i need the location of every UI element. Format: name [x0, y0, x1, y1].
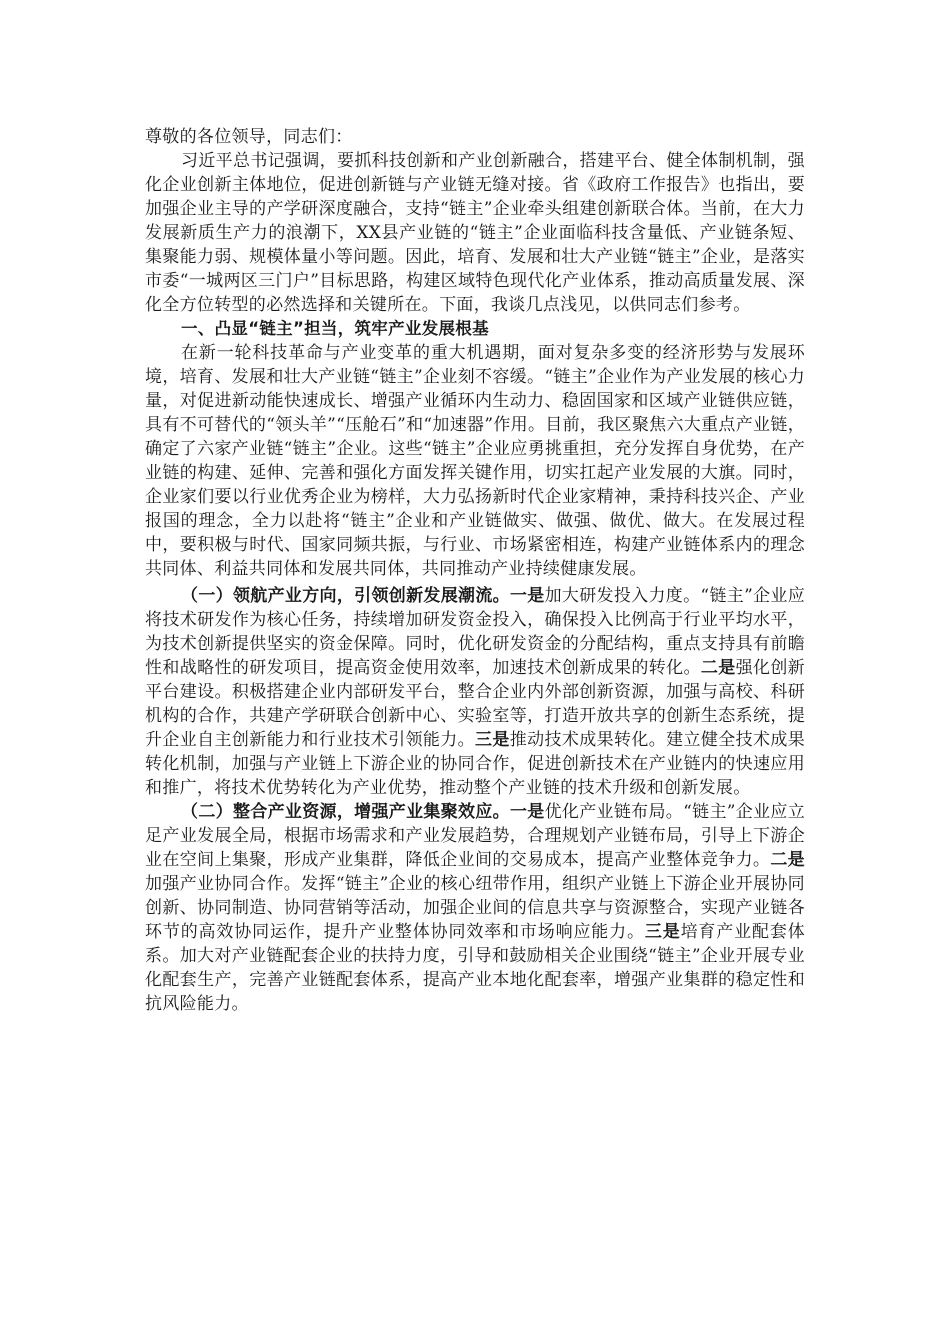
subsection-2-paragraph [145, 800, 805, 1016]
section-1-body: 在新一轮科技革命与产业变革的重大机遇期，面对复杂多变的经济形势与发展环境，培育、发展和壮大产业链“链主”企业刻不容缓。“链主”企业作为产业发展的核心力量，对促进新动能快速成长、增强产业循环内生动力、稳固国家和区域产业链供应链，具有不可替代的“领头羊”“压舱石”和“加速器”作用。目前，我区聚焦六大重点产业链，确定了六家产业链“链主”企业。这些“链主”企业应勇挑重担，充分发挥自身优势，在产业链的构建、延伸、完善和强化方面发挥关键作用，切实扛起产业发展的大旗。同时，企业家们要以行业优秀企业为榜样，大力弘扬新时代企业家精神，秉持科技兴企、产业报国的理念，全力以赴将“链主”企业和产业链做实、做强、做优、做大。在发展过程中，要积极与时代、国家同频共振，与行业、市场紧密相连，构建产业链体系内的理念共同体、利益共同体和发展共同体，共同推动产业持续健康发展。 [145, 343, 805, 579]
point-marker: 一是 [509, 586, 545, 606]
point-marker: 二是 [770, 850, 805, 870]
point-text: 加大研发投入力度。“链主”企业应将技术研发作为核心任务，持续增加研发资金投入，确保投入比例高于行业平均水平，为技术创新提供坚实的资金保障。同时，优化研发资金的分配结构，重点支持具有前瞻性和战略性的研发项目，提高资金使用效率，加速技术创新成果的转化。 [145, 586, 805, 678]
point-text: 优化产业链布局。“链主”企业应立足产业发展全局，根据市场需求和产业发展趋势，合理规划产业链布局，引导上下游企业在空间上集聚，形成产业集群，降低企业间的交易成本，提高产业整体竞争力。 [145, 802, 805, 870]
point-marker: 三是 [644, 922, 681, 942]
point-marker: 二是 [700, 658, 736, 678]
section-1-heading: 一、凸显“链主”担当，筑牢产业发展根基 [181, 319, 489, 338]
point-marker: 一是 [509, 802, 545, 822]
point-text: 加强产业协同合作。发挥“链主”企业的核心纽带作用，组织产业链上下游企业开展协同创新、协同制造、协同营销等活动，加强企业间的信息共享与资源整合，实现产业链各环节的高效协同运作，提升产业整体协同效率和市场响应能力。 [145, 874, 805, 942]
point-text: 推动技术成果转化。建立健全技术成果转化机制，加强与产业链上下游企业的协同合作，促进创新技术在产业链内的快速应用和推广，将技术优势转化为产业优势，推动整个产业链的技术升级和创新发展。 [145, 730, 805, 798]
point-marker: 三是 [475, 730, 510, 750]
intro-paragraph: 习近平总书记强调，要抓科技创新和产业创新融合，搭建平台、健全体制机制，强化企业创新主体地位，促进创新链与产业链无缝对接。省《政府工作报告》也指出，要加强企业主导的产学研深度融合，支持“链主”企业牵头组建创新联合体。当前，在大力发展新质生产力的浪潮下，XX县产业链的“链主”企业面临科技含量低、产业链条短、集聚能力弱、规模体量小等问题。因此，培育、发展和壮大产业链“链主”企业，是落实市委“一城两区三门户”目标思路，构建区域特色现代化产业体系，推动高质量发展、深化全方位转型的必然选择和关键所在。下面，我谈几点浅见，以供同志们参考。 [145, 151, 805, 315]
subsection-1-heading: （一）领航产业方向，引领创新发展潮流。 [181, 586, 510, 606]
document-page [145, 125, 805, 1016]
subsection-1-paragraph [145, 584, 805, 800]
point-text: 强化创新平台建设。积极搭建企业内部研发平台，整合企业内外部创新资源，加强与高校、科研机构的合作，共建产学研联合创新中心、实验室等，打造开放共享的创新生态系统，提升企业自主创新能力和行业技术引领能力。 [145, 658, 805, 750]
point-text: 培育产业配套体系。加大对产业链配套企业的扶持力度，引导和鼓励相关企业围绕“链主”企业开展专业化配套生产，完善产业链配套体系，提高产业本地化配套率，增强产业集群的稳定性和抗风险能力。 [145, 922, 805, 1014]
subsection-2-heading: （二）整合产业资源，增强产业集聚效应。 [181, 802, 510, 822]
greeting: 尊敬的各位领导，同志们： [145, 127, 353, 147]
